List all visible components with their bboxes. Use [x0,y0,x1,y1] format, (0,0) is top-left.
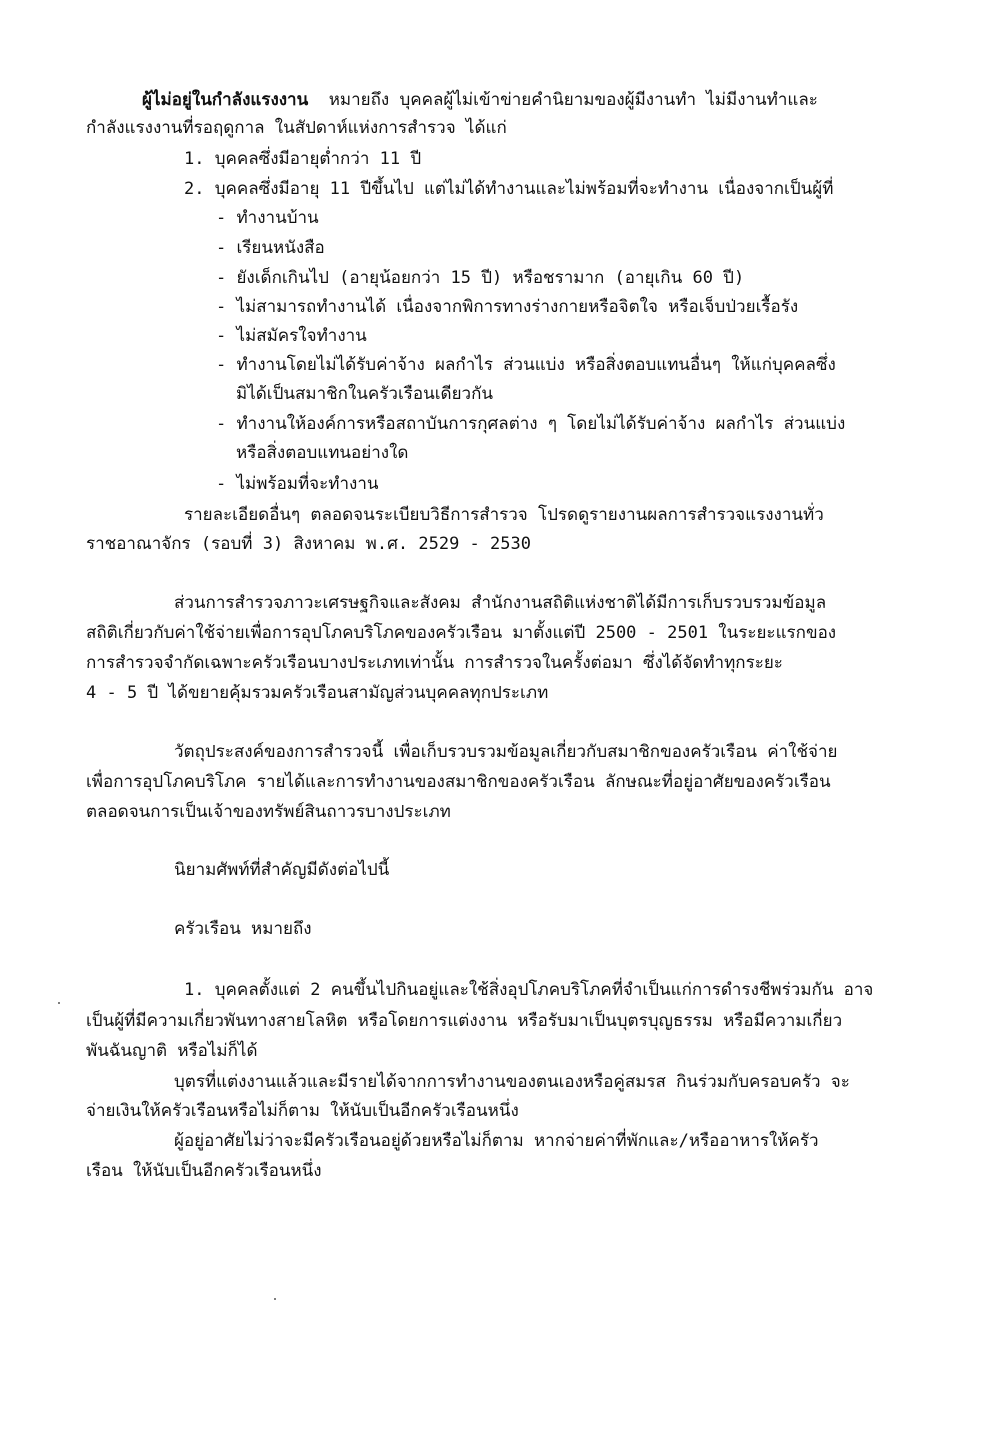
objective-line-1: วัตถุประสงค์ของการสำรวจนี้ เพื่อเก็บรวบรวมข้อมูลเกี่ยวกับสมาชิกของครัวเรือน ค่าใช้จ่าย [174,742,838,762]
married-child-line-1: บุตรที่แต่งงานแล้วและมีรายได้จากการทำงานของตนเองหรือคู่สมรส กินร่วมกับครอบครัว จะ [174,1072,850,1092]
household-heading: ครัวเรือน หมายถึง [174,919,312,939]
definition-intro-line-1 [142,88,932,112]
sub-item-charity-cont: หรือสิ่งตอบแทนอย่างใด [236,443,409,463]
details-line-2: ราชอาณาจักร (รอบที่ 3) สิงหาคม พ.ศ. 2529 - 2530 [86,534,531,554]
term-not-in-labor-force: ผู้ไม่อยู่ในกำลังแรงงาน [142,90,309,110]
married-child-line-2: จ่ายเงินให้ครัวเรือนหรือไม่ก็ตาม ให้นับเป็นอีกครัวเรือนหนึ่ง [86,1101,519,1121]
sub-item-charity: - ทำงานให้องค์การหรือสถาบันการกุศลต่าง ๆ โดยไม่ได้รับค่าจ้าง ผลกำไร ส่วนแบ่ง [216,414,846,434]
sub-item-housework: - ทำงานบ้าน [216,208,319,228]
history-line-4: 4 - 5 ปี ได้ขยายคุ้มรวมครัวเรือนสามัญส่วนบุคคลทุกประเภท [86,683,549,703]
details-line-1: รายละเอียดอื่นๆ ตลอดจนระเบียบวิธีการสำรวจ โปรดดูรายงานผลการสำรวจแรงงานทั่ว [184,505,824,525]
objective-line-2: เพื่อการอุปโภคบริโภค รายได้และการทำงานของสมาชิกของครัวเรือน ลักษณะที่อยู่อาศัยของครัวเรือน [86,772,831,792]
scan-speck [274,1298,276,1300]
sub-item-unwilling: - ไม่สมัครใจทำงาน [216,326,367,346]
sub-item-unpaid-work: - ทำงานโดยไม่ได้รับค่าจ้าง ผลกำไร ส่วนแบ่ง หรือสิ่งตอบแทนอื่นๆ ให้แก่บุคคลซึ่ง [216,355,836,375]
history-line-2: สถิติเกี่ยวกับค่าใช้จ่ายเพื่อการอุปโภคบริโภคของครัวเรือน มาตั้งแต่ปี 2500 - 2501 ในระยะแรกของ [86,623,837,643]
sub-item-unpaid-work-cont: มิได้เป็นสมาชิกในครัวเรือนเดียวกัน [236,384,493,404]
resident-line-1: ผู้อยู่อาศัยไม่ว่าจะมีครัวเรือนอยู่ด้วยหรือไม่ก็ตาม หากจ่ายค่าที่พักและ/หรืออาหารให้ครัว [174,1131,819,1151]
household-item1-line-1: 1. บุคคลตั้งแต่ 2 คนขึ้นไปกินอยู่และใช้สิ่งอุปโภคบริโภคที่จำเป็นแก่การดำรงชีพร่วมกัน อาจ [184,980,874,1000]
scan-speck [58,1002,60,1004]
household-item1-line-3: พันฉันญาติ หรือไม่ก็ได้ [86,1041,258,1061]
definition-intro-rest: หมายถึง บุคคลผู้ไม่เข้าข่ายคำนิยามของผู้มีงานทำ ไม่มีงานทำและ [328,90,818,110]
sub-item-age: - ยังเด็กเกินไป (อายุน้อยกว่า 15 ปี) หรือชรามาก (อายุเกิน 60 ปี) [216,268,745,288]
definitions-heading: นิยามศัพท์ที่สำคัญมีดังต่อไปนี้ [174,860,390,880]
sub-item-disabled: - ไม่สามารถทำงานได้ เนื่องจากพิการทางร่างกายหรือจิตใจ หรือเจ็บป่วยเรื้อรัง [216,297,799,317]
resident-line-2: เรือน ให้นับเป็นอีกครัวเรือนหนึ่ง [86,1161,322,1181]
sub-item-studying: - เรียนหนังสือ [216,238,325,258]
history-line-1: ส่วนการสำรวจภาวะเศรษฐกิจและสังคม สำนักงานสถิติแห่งชาติได้มีการเก็บรวบรวมข้อมูล [174,593,827,613]
objective-line-3: ตลอดจนการเป็นเจ้าของทรัพย์สินถาวรบางประเภท [86,802,451,822]
sub-item-not-ready: - ไม่พร้อมที่จะทำงาน [216,474,379,494]
history-line-3: การสำรวจจำกัดเฉพาะครัวเรือนบางประเภทเท่านั้น การสำรวจในครั้งต่อมา ซึ่งได้จัดทำทุกระยะ [86,653,783,673]
definition-intro-line-2: กำลังแรงงานที่รอฤดูกาล ในสัปดาห์แห่งการสำรวจ ได้แก่ [86,118,507,138]
list-item-1: 1. บุคคลซึ่งมีอายุต่ำกว่า 11 ปี [184,149,422,169]
household-item1-line-2: เป็นผู้ที่มีความเกี่ยวพันทางสายโลหิต หรือโดยการแต่งงาน หรือรับมาเป็นบุตรบุญธรรม หรือมีความเกี่ยว [86,1011,843,1031]
list-item-2: 2. บุคคลซึ่งมีอายุ 11 ปีขึ้นไป แต่ไม่ได้ทำงานและไม่พร้อมที่จะทำงาน เนื่องจากเป็นผู้ที่ [184,179,834,199]
